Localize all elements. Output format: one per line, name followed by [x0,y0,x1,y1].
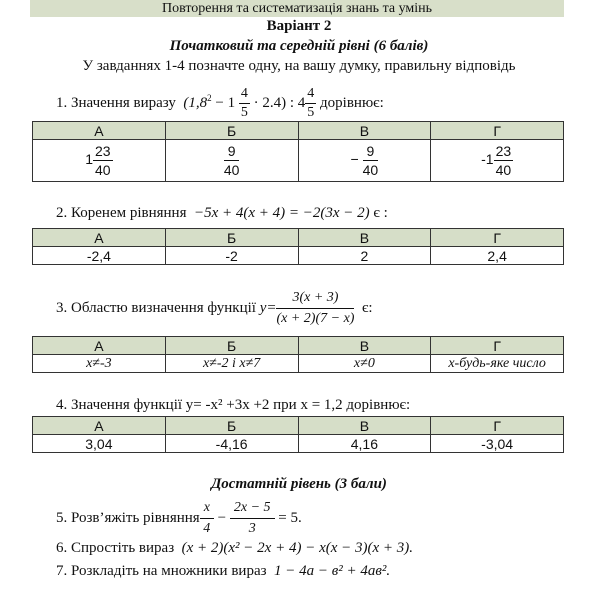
q4-answer-c: 4,16 [298,435,431,453]
q4-header-b: Б [165,417,298,435]
question-1 [56,82,384,120]
q1-expr-minus: − 1 [211,95,236,111]
level-heading-sufficient: Достатній рівень (3 бали) [211,476,387,492]
q6-prefix: 6. Спростіть вираз [56,540,175,556]
q1-answer-a: 1 $\frac{23}{40}$ [33,140,166,182]
q3-header-a: А [33,337,166,355]
q4-header-d: Г [431,417,564,435]
question-7 [56,563,390,580]
q7-expression: 1 − 4a − в² + 4ав². [274,563,391,579]
question-3 [56,286,373,330]
q2-answer-b: -2 [165,247,298,265]
q2-header-a: А [33,229,166,247]
q3-answer-c: x≠0 [298,355,431,373]
q4-answer-d: -3,04 [431,435,564,453]
q5-minus: − [217,510,227,526]
q3-y: y= [259,300,277,316]
q1-header-c: В [298,122,431,140]
q2-answer-c: 2 [298,247,431,265]
q4-answer-a: 3,04 [33,435,166,453]
q3-answer-a: x≠-3 [33,355,166,373]
q1-answer-d: -1 $\frac{23}{40}$ [431,140,564,182]
q1-answer-table [32,121,564,182]
q1-answer-b: $\frac{9}{40}$ [165,140,298,182]
q1-answer-c: − $\frac{9}{40}$ [298,140,431,182]
q1-header-d: Г [431,122,564,140]
q1-expr-tail: · 2.4) : 4 [253,95,306,111]
question-6 [56,540,413,557]
q1-header-a: А [33,122,166,140]
q1-expr-open: (1,8 [183,95,208,111]
q6-expression: (x + 2)(x² − 2x + 4) − x(x − 3)(x + 3). [181,540,414,556]
q2-equation: −5x + 4(x + 4) = −2(3x − 2) [193,205,370,221]
q3-suffix: є: [361,300,373,316]
q1-suffix: дорівнює: [320,95,384,111]
level-heading-initial: Початковий та середній рівні (6 балів) [169,38,429,54]
q4-header-c: В [298,417,431,435]
q1-exponent: 2 [207,93,212,103]
q5-fraction-2: $\frac{2x - 5}{3}$ [230,501,275,536]
q1-prefix: 1. Значення виразу [56,95,176,111]
q3-header-d: Г [431,337,564,355]
topic-banner: Повторення та систематизація знань та умінь [30,0,564,17]
q5-fraction-1: $\frac{x}{4}$ [200,501,214,536]
q2-answer-a: -2,4 [33,247,166,265]
q2-header-d: Г [431,229,564,247]
q2-answer-table [32,228,564,265]
q3-prefix: 3. Областю визначення функції [56,300,256,316]
q3-header-b: Б [165,337,298,355]
q3-answer-d: x-будь-яке число [431,355,564,373]
q4-header-a: А [33,417,166,435]
q5-tail: = 5. [278,510,302,526]
q2-prefix: 2. Коренем рівняння [56,205,187,221]
q3-fraction: $\frac{3(x + 3)}{(x + 2)(7 - x)}$ [276,290,355,327]
q3-header-c: В [298,337,431,355]
q3-answer-table [32,336,564,373]
q5-prefix: 5. Розв’яжіть рівняння [56,510,200,526]
question-4: 4. Значення функції y= -x² +3x +2 при x = 1,2 дорівнює: [56,397,411,413]
variant-title: Варіант 2 [266,18,332,34]
q4-answer-b: -4,16 [165,435,298,453]
q1-fraction-2: $\frac{4}{5}$ [307,86,315,121]
question-2 [56,205,388,222]
q2-answer-d: 2,4 [431,247,564,265]
question-5 [56,496,302,540]
q2-header-c: В [298,229,431,247]
q1-header-b: Б [165,122,298,140]
instructions: У завданнях 1-4 позначте одну, на вашу думку, правильну відповідь [82,58,516,74]
q2-suffix: є : [373,205,388,221]
q2-header-b: Б [165,229,298,247]
q4-answer-table [32,416,564,453]
q1-fraction-1: $\frac{4}{5}$ [240,86,248,121]
q7-prefix: 7. Розкладіть на множники вираз [56,563,267,579]
q3-answer-b: x≠-2 і x≠7 [165,355,298,373]
